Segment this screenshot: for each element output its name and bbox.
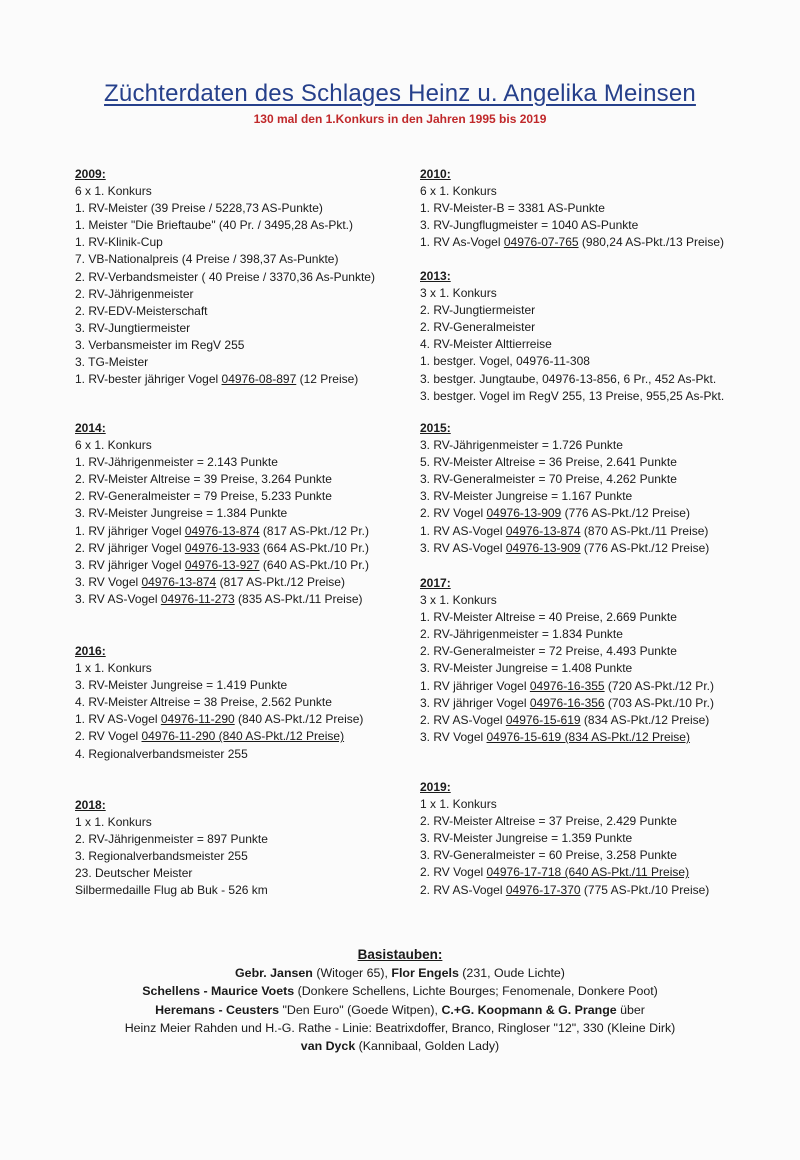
item-text: 1. RV jähriger Vogel — [75, 523, 185, 538]
basis-line — [0, 982, 800, 1000]
list-item — [420, 505, 709, 522]
item-text: 3. RV AS-Vogel — [75, 591, 161, 606]
basis-text: (231, Oude Lichte) — [458, 966, 565, 981]
list-item — [75, 354, 375, 371]
list-item — [75, 303, 375, 320]
ring-number: 04976-11-290 — [160, 712, 235, 727]
list-item — [420, 353, 724, 370]
ring-number: 04976-13-933 — [184, 540, 260, 555]
ring-number: 04976-13-874 — [141, 574, 217, 589]
list-item — [420, 864, 709, 881]
item-text: 3 x 1. Konkurs — [420, 286, 497, 301]
list-item — [420, 471, 709, 488]
item-text: 2. RV-Generalmeister = 79 Preise, 5.233 Punkte — [75, 489, 332, 504]
basis-breeder: van Dyck — [300, 1039, 356, 1054]
ring-number: 04976-13-927 — [184, 557, 260, 572]
item-text: 3. RV-Generalmeister = 70 Preise, 4.262 Punkte — [420, 472, 677, 487]
list-item — [75, 694, 363, 711]
basis-line — [0, 1001, 800, 1019]
item-text: 2. RV-Jährigenmeister = 897 Punkte — [75, 832, 268, 847]
ring-number: 04976-16-355 — [529, 678, 605, 693]
item-text: 3. bestger. Jungtaube, 04976-13-856, 6 Pr., 452 As-Pkt. — [420, 371, 717, 386]
item-text: 2. RV jähriger Vogel — [75, 540, 185, 555]
item-detail: (840 AS-Pkt./12 Preise) — [234, 712, 364, 727]
item-text: 3. RV-Meister Jungreise = 1.419 Punkte — [75, 678, 288, 693]
item-text: 1. bestger. Vogel, 04976-11-308 — [420, 354, 590, 369]
section-2009 — [75, 166, 375, 388]
list-item — [420, 437, 709, 454]
list-item — [420, 336, 724, 353]
list-item — [420, 678, 714, 695]
item-text: 4. RV-Meister Alttierreise — [420, 337, 552, 352]
item-text: 3. RV-Meister Jungreise = 1.167 Punkte — [420, 489, 633, 504]
item-text: 3. RV-Jährigenmeister = 1.726 Punkte — [420, 438, 623, 453]
list-item — [420, 285, 724, 302]
ring-number: 04976-16-356 — [529, 695, 605, 710]
list-item — [75, 234, 375, 251]
item-detail: (12 Preise) — [296, 372, 359, 387]
list-item — [75, 217, 375, 234]
item-text: 2. RV-Verbandsmeister ( 40 Preise / 3370,36 As-Punkte) — [75, 269, 375, 284]
item-detail: (870 AS-Pkt./11 Preise) — [580, 523, 709, 538]
item-text: 23. Deutscher Meister — [75, 866, 193, 881]
section-2017 — [420, 575, 714, 746]
ring-number: 04976-17-370 — [505, 882, 581, 897]
list-item — [420, 234, 724, 251]
list-item — [75, 574, 369, 591]
list-item — [75, 471, 369, 488]
item-text: 1. RV-Meister (39 Preise / 5228,73 AS-Punkte) — [75, 201, 323, 216]
item-text: 7. VB-Nationalpreis (4 Preise / 398,37 As-Punkte) — [75, 252, 339, 267]
ring-number: 04976-13-874 — [505, 523, 581, 538]
item-text: 1 x 1. Konkurs — [75, 661, 152, 676]
item-text: 2. RV-Jährigenmeister — [75, 286, 194, 301]
item-detail: (640 AS-Pkt./10 Pr.) — [259, 557, 369, 572]
section-year: 2017: — [420, 576, 451, 590]
basis-text: (Kannibaal, Golden Lady) — [355, 1039, 500, 1054]
item-detail: (817 AS-Pkt./12 Preise) — [216, 574, 345, 589]
list-item — [75, 200, 375, 217]
section-year: 2013: — [420, 269, 451, 283]
list-item — [420, 454, 709, 471]
list-item — [420, 729, 714, 746]
item-text: 2. RV-Generalmeister — [420, 320, 536, 335]
item-text: 3. RV Vogel — [420, 729, 487, 744]
list-item — [75, 488, 369, 505]
item-text: 4. RV-Meister Altreise = 38 Preise, 2.562 Punkte — [75, 695, 332, 710]
item-text: 2. RV-EDV-Meisterschaft — [75, 303, 208, 318]
item-text: 6 x 1. Konkurs — [75, 438, 152, 453]
section-year: 2014: — [75, 421, 106, 435]
item-text: 1. RV-Jährigenmeister = 2.143 Punkte — [75, 455, 278, 470]
item-text: 1 x 1. Konkurs — [420, 797, 497, 812]
item-detail: (720 AS-Pkt./12 Pr.) — [604, 678, 714, 693]
list-item — [75, 371, 375, 388]
item-text: 2. RV AS-Vogel — [420, 882, 506, 897]
basis-breeder: Gebr. Jansen — [235, 966, 313, 981]
item-text: 3. RV Vogel — [75, 574, 142, 589]
list-item — [420, 643, 714, 660]
item-text: 3. RV AS-Vogel — [420, 540, 506, 555]
list-item — [75, 865, 268, 882]
section-2016 — [75, 643, 363, 763]
section-year: 2010: — [420, 167, 451, 181]
list-item — [75, 251, 375, 268]
ring-number: 04976-15-619 — [505, 712, 581, 727]
item-text: 3. RV-Jungtiermeister — [75, 320, 191, 335]
list-item — [75, 183, 375, 200]
section-2019 — [420, 779, 709, 899]
item-text: 1. RV jähriger Vogel — [420, 678, 530, 693]
list-item — [420, 813, 709, 830]
basis-text: Heinz Meier Rahden und H.-G. Rathe - Linie: Beatrixdoffer, Branco, Ringloser "12", 330 (Kleine Dirk) — [124, 1020, 676, 1035]
page-subtitle: 130 mal den 1.Konkurs in den Jahren 1995 bis 2019 — [253, 112, 547, 126]
item-text: 3 x 1. Konkurs — [420, 593, 497, 608]
list-item — [75, 437, 369, 454]
item-text: 3. RV-Meister Jungreise = 1.408 Punkte — [420, 661, 633, 676]
item-text: 3. Regionalverbandsmeister 255 — [75, 849, 248, 864]
basis-line — [0, 1037, 800, 1055]
section-year: 2019: — [420, 780, 451, 794]
basis-breeder: C.+G. Koopmann & G. Prange — [441, 1002, 617, 1017]
item-text: 1. RV-Meister-B = 3381 AS-Punkte — [420, 201, 605, 216]
list-item — [420, 626, 714, 643]
basis-text: (Witoger 65), — [312, 966, 392, 981]
item-text: 1. Meister "Die Brieftaube" (40 Pr. / 3495,28 As-Pkt.) — [75, 218, 353, 233]
item-text: 1. RV AS-Vogel — [420, 523, 506, 538]
item-text: Silbermedaille Flug ab Buk - 526 km — [75, 883, 268, 898]
item-text: 2. RV Vogel — [420, 506, 487, 521]
ring-number: 04976-13-909 — [486, 506, 562, 521]
section-year: 2018: — [75, 798, 106, 812]
list-item — [420, 388, 724, 405]
list-item — [75, 882, 268, 899]
basis-text: (Donkere Schellens, Lichte Bourges; Fenomenale, Donkere Poot) — [294, 984, 658, 999]
list-item — [420, 523, 709, 540]
item-text: 5. RV-Meister Altreise = 36 Preise, 2.641 Punkte — [420, 455, 677, 470]
item-text: 2. RV-Jungtiermeister — [420, 303, 536, 318]
basis-text: "Den Euro" (Goede Witpen), — [279, 1002, 442, 1017]
list-item — [420, 302, 724, 319]
item-text: 3. RV-Meister Jungreise = 1.384 Punkte — [75, 506, 288, 521]
item-text: 3. bestger. Vogel im RegV 255, 13 Preise, 955,25 As-Pkt. — [420, 388, 725, 403]
list-item — [420, 847, 709, 864]
list-item — [75, 523, 369, 540]
item-text: 2. RV AS-Vogel — [420, 712, 506, 727]
item-detail: (776 AS-Pkt./12 Preise) — [561, 506, 690, 521]
list-item — [420, 488, 709, 505]
item-text: 3. RV-Generalmeister = 60 Preise, 3.258 Punkte — [420, 848, 677, 863]
basis-breeder: Flor Engels — [391, 966, 459, 981]
section-year: 2015: — [420, 421, 451, 435]
section-year: 2016: — [75, 644, 106, 658]
item-text: 4. Regionalverbandsmeister 255 — [75, 746, 248, 761]
ring-number: 04976-13-909 — [505, 540, 581, 555]
item-text: 3. TG-Meister — [75, 355, 149, 370]
section-2018 — [75, 797, 268, 900]
list-item — [75, 454, 369, 471]
ring-number: 04976-11-273 — [160, 591, 235, 606]
list-item — [75, 505, 369, 522]
list-item — [420, 695, 714, 712]
list-item — [420, 200, 724, 217]
item-detail: (703 AS-Pkt./10 Pr.) — [604, 695, 714, 710]
list-item — [75, 711, 363, 728]
item-text: 3. RV-Jungflugmeister = 1040 AS-Punkte — [420, 218, 639, 233]
item-text: 3. RV jähriger Vogel — [420, 695, 530, 710]
ring-number: 04976-15-619 (834 AS-Pkt./12 Preise) — [486, 729, 690, 744]
section-2013 — [420, 268, 724, 405]
list-item — [75, 848, 268, 865]
section-year: 2009: — [75, 167, 106, 181]
list-item — [420, 882, 709, 899]
item-text: 1. RV-Meister Altreise = 40 Preise, 2.669 Punkte — [420, 610, 677, 625]
item-text: 6 x 1. Konkurs — [420, 184, 497, 199]
basis-line — [0, 1019, 800, 1037]
item-detail: (835 AS-Pkt./11 Preise) — [234, 591, 363, 606]
item-detail: (980,24 AS-Pkt./13 Preise) — [578, 235, 724, 250]
item-text: 3. Verbansmeister im RegV 255 — [75, 337, 245, 352]
basis-line — [0, 964, 800, 982]
list-item — [420, 796, 709, 813]
section-2015 — [420, 420, 709, 557]
item-text: 1. RV AS-Vogel — [75, 712, 161, 727]
list-item — [75, 746, 363, 763]
item-text: 2. RV-Jährigenmeister = 1.834 Punkte — [420, 627, 623, 642]
ring-number: 04976-07-765 — [503, 235, 579, 250]
list-item — [75, 269, 375, 286]
item-text: 1. RV-Klinik-Cup — [75, 235, 163, 250]
ring-number: 04976-11-290 (840 AS-Pkt./12 Preise) — [141, 729, 345, 744]
item-text: 2. RV Vogel — [420, 865, 487, 880]
list-item — [420, 319, 724, 336]
basis-text: über — [616, 1002, 645, 1017]
item-detail: (775 AS-Pkt./10 Preise) — [580, 882, 710, 897]
item-text: 1 x 1. Konkurs — [75, 815, 152, 830]
list-item — [75, 831, 268, 848]
ring-number: 04976-08-897 — [221, 372, 297, 387]
list-item — [75, 728, 363, 745]
list-item — [75, 320, 375, 337]
item-detail: (834 AS-Pkt./12 Preise) — [580, 712, 710, 727]
item-text: 2. RV-Generalmeister = 72 Preise, 4.493 Punkte — [420, 644, 677, 659]
list-item — [420, 609, 714, 626]
list-item — [420, 217, 724, 234]
ring-number: 04976-17-718 (640 AS-Pkt./11 Preise) — [486, 865, 690, 880]
list-item — [75, 337, 375, 354]
item-text: 2. RV Vogel — [75, 729, 142, 744]
list-item — [75, 540, 369, 557]
page-title: Züchterdaten des Schlages Heinz u. Angelika Meinsen — [104, 80, 696, 107]
list-item — [420, 592, 714, 609]
basistauben-block — [0, 946, 800, 1055]
item-text: 1. RV As-Vogel — [420, 235, 504, 250]
list-item — [75, 660, 363, 677]
item-detail: (776 AS-Pkt./12 Preise) — [580, 540, 710, 555]
item-detail: (817 AS-Pkt./12 Pr.) — [259, 523, 369, 538]
basis-breeder: Schellens - Maurice Voets — [142, 984, 295, 999]
list-item — [420, 830, 709, 847]
list-item — [420, 371, 724, 388]
list-item — [420, 712, 714, 729]
ring-number: 04976-13-874 — [184, 523, 260, 538]
item-text: 6 x 1. Konkurs — [75, 184, 152, 199]
item-text: 2. RV-Meister Altreise = 39 Preise, 3.264 Punkte — [75, 472, 332, 487]
list-item — [75, 557, 369, 574]
basistauben-heading: Basistauben: — [357, 947, 443, 962]
section-2014 — [75, 420, 369, 608]
list-item — [75, 286, 375, 303]
list-item — [75, 677, 363, 694]
item-detail: (664 AS-Pkt./10 Pr.) — [259, 540, 369, 555]
section-2010 — [420, 166, 724, 251]
item-text: 3. RV jähriger Vogel — [75, 557, 185, 572]
list-item — [420, 183, 724, 200]
item-text: 1. RV-bester jähriger Vogel — [75, 372, 222, 387]
list-item — [75, 591, 369, 608]
list-item — [420, 660, 714, 677]
item-text: 2. RV-Meister Altreise = 37 Preise, 2.429 Punkte — [420, 814, 677, 829]
basis-breeder: Heremans - Ceusters — [155, 1002, 280, 1017]
item-text: 3. RV-Meister Jungreise = 1.359 Punkte — [420, 831, 633, 846]
list-item — [75, 814, 268, 831]
list-item — [420, 540, 709, 557]
